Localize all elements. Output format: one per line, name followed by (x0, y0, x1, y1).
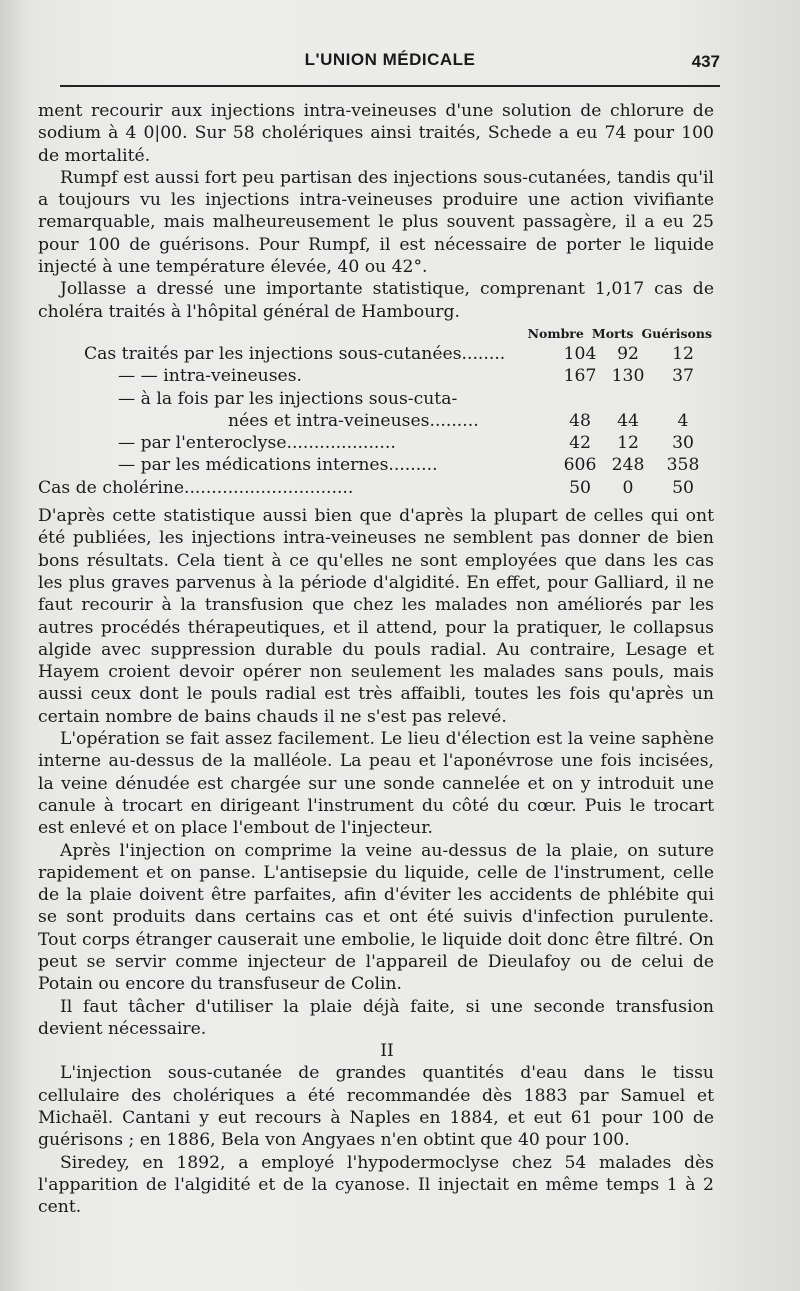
cell-nombre: 606 (563, 455, 597, 476)
cell-guerisons: 50 (672, 477, 694, 498)
table-header (38, 325, 714, 343)
paragraph: L'opération se fait assez facilement. Le lieu d'élection est la veine saphène interne au-dessus de la malléole. La peau et l'aponévrose une fois incisées, la veine dénudée est chargée sur une sonde cannelée et on y introduit une canule à trocart en dirigeant l'instrument du côté du cœur. Puis le trocart est enlevé et on place l'embout de l'injecteur. (38, 729, 714, 839)
paragraph: Siredey, en 1892, a employé l'hypodermoclyse chez 54 malades dès l'apparition de l'algidité et de la cyanose. Il injectait en même temps 1 à 2 cent. (38, 1152, 714, 1218)
table-row (38, 410, 714, 432)
statistics-table (38, 325, 714, 499)
cell-guerisons: 12 (672, 343, 694, 364)
cell-nombre: 50 (569, 477, 591, 498)
row-label: — par les médications internes......... (118, 455, 438, 476)
paragraph: Il faut tâcher d'utiliser la plaie déjà faite, si une seconde transfusion devient nécessaire. (38, 996, 714, 1039)
paragraph: Après l'injection on comprime la veine au-dessus de la plaie, on suture rapidement et on panse. L'antisepsie du liquide, celle de l'instrument, celle de la plaie doivent être parfaites, afin d'éviter les accidents de phlébite qui se sont produits dans certains cas et ont été suivis d'infection purulente. Tout corps étranger causerait une embolie, le liquide doit donc être filtré. On peut se servir comme injecteur de l'appareil de Dieulafoy ou de celui de Potain ou encore du transfuseur de Colin. (38, 840, 714, 995)
table-row (38, 454, 714, 476)
header-guerisons: Guérisons (641, 325, 712, 341)
table-row (38, 343, 714, 365)
paragraph: ment recourir aux injections intra-veineuses d'une solution de chlorure de sodium à 4 0|00. Sur 58 cholériques ainsi traités, Schede a eu 74 pour 100 de mortalité. (38, 101, 714, 166)
page-header (60, 50, 720, 80)
row-label: Cas de cholérine............................... (38, 477, 354, 498)
cell-guerisons: 37 (672, 366, 694, 387)
cell-morts: 248 (611, 455, 645, 476)
paragraph: L'injection sous-cutanée de grandes quantités d'eau dans le tissu cellulaire des cholériques a été recommandée dès 1883 par Samuel et Michaël. Cantani y eut recours à Naples en 1884, et eut 61 pour 100 de guérisons ; en 1886, Bela von Angyaes n'en obtint que 40 pour 100. (38, 1063, 714, 1151)
cell-nombre: 48 (569, 410, 591, 431)
paragraphs-final (38, 1062, 714, 1218)
body-text (38, 100, 714, 1219)
header-morts: Morts (591, 325, 634, 341)
cell-morts: 0 (622, 477, 634, 498)
table-body (38, 343, 714, 499)
table-row (38, 388, 714, 410)
row-label: nées et intra-veineuses......... (228, 410, 479, 431)
row-label: — à la fois par les injections sous-cuta- (118, 388, 458, 409)
paragraphs-before (38, 100, 714, 323)
table-row (38, 365, 714, 387)
cell-guerisons: 358 (666, 455, 700, 476)
paragraph: D'après cette statistique aussi bien que d'après la plupart de celles qui ont été publiées, les injections intra-veineuses ne semblent pas donner de bien bons résultats. Cela tient à ce qu'elles ne sont employées que dans les cas les plus graves parvenus à la période d'algidité. En effet, pour Galliard, il ne faut recourir à la transfusion que chez les malades non améliorés par les autres procédés thérapeutiques, et il attend, pour la pratiquer, le collapsus algide avec suppression durable du pouls radial. Au contraire, Lesage et Hayem croient devoir opérer non seulement les malades sans pouls, mais aussi ceux dont le pouls radial est très affaibli, toutes les fois qu'après un certain nombre de bains chauds il ne s'est pas relevé. (38, 506, 714, 727)
row-label: — par l'enteroclyse.................... (118, 433, 396, 454)
section-number: II (380, 1041, 394, 1062)
row-label: Cas traités par les injections sous-cutanées........ (84, 343, 506, 364)
cell-morts: 12 (617, 433, 639, 454)
paragraphs-after (38, 505, 714, 1040)
cell-guerisons: 4 (677, 410, 689, 431)
cell-morts: 130 (611, 366, 645, 387)
paragraph: Rumpf est aussi fort peu partisan des injections sous-cutanées, tandis qu'il a toujours vu les injections intra-veineuses produire une action vivifiante remarquable, mais malheureusement le plus souvent passagère, il a eu 25 pour 100 de guérisons. Pour Rumpf, il est nécessaire de porter le liquide injecté à une température élevée, 40 ou 42°. (38, 167, 714, 278)
cell-morts: 92 (617, 343, 639, 364)
cell-nombre: 42 (569, 433, 591, 454)
cell-morts: 44 (617, 410, 639, 431)
header-rule (60, 85, 720, 87)
row-label: — — intra-veineuses. (118, 366, 303, 387)
running-title: L'UNION MÉDICALE (304, 50, 476, 69)
header-nombre: Nombre (527, 325, 584, 341)
cell-guerisons: 30 (672, 433, 694, 454)
paragraph: Jollasse a dressé une importante statistique, comprenant 1,017 cas de choléra traités à l'hôpital général de Hambourg. (38, 279, 714, 322)
table-row (38, 432, 714, 454)
table-row (38, 477, 714, 499)
page-number: 437 (691, 52, 720, 71)
cell-nombre: 167 (563, 366, 597, 387)
cell-nombre: 104 (563, 343, 597, 364)
